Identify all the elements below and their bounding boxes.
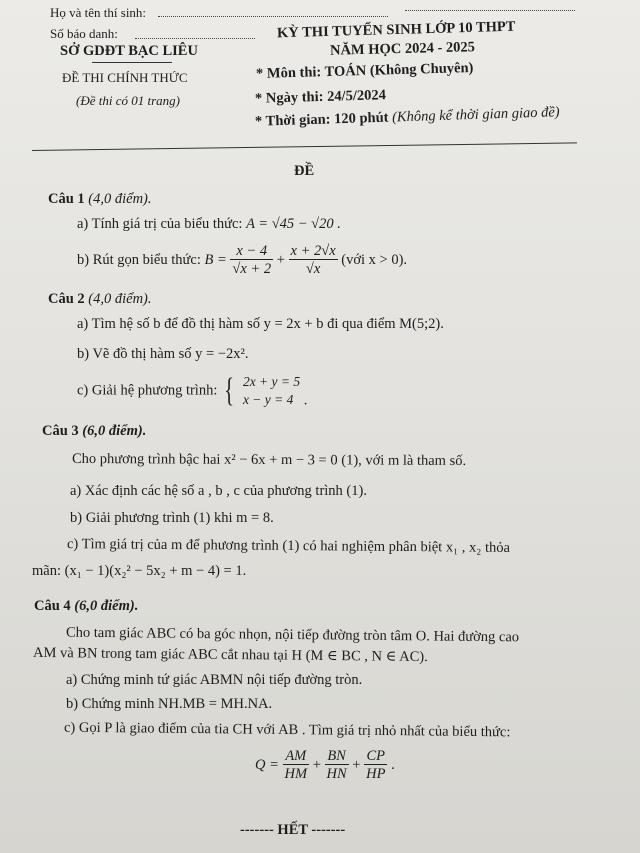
question-4-heading <box>34 598 138 615</box>
question-1b-fraction-1-numerator: x − 4 <box>230 243 273 260</box>
official-label: ĐỀ THI CHÍNH THỨC <box>62 70 188 85</box>
question-4-expression-end: . <box>391 756 395 773</box>
question-2a: a) Tìm hệ số b để đồ thị hàm số y = 2x + b đi qua điểm M(5;2). <box>77 316 444 332</box>
question-4-fraction-2-numerator: BN <box>325 748 349 765</box>
question-4-intro-line-2: AM và BN trong tam giác ABC cắt nhau tại H (M ∈ BC , N ∈ AC). <box>32 644 428 666</box>
header-divider <box>32 142 577 151</box>
question-4-expression-lhs: Q = <box>255 756 279 773</box>
question-3-heading <box>42 423 146 440</box>
question-4-fraction-2 <box>325 748 349 783</box>
system-equation-1: 2x + y = 5 <box>242 374 301 389</box>
candidate-id-label: Số báo danh: <box>50 26 118 41</box>
question-2c-text: c) Giải hệ phương trình: <box>77 382 218 399</box>
system-brace: { <box>224 372 235 409</box>
question-4-points: (6,0 điểm). <box>74 598 139 614</box>
question-1b-fraction-1 <box>230 243 273 278</box>
question-4-plus-2: + <box>352 756 361 773</box>
question-1b-text: b) Rút gọn biểu thức: <box>77 251 201 268</box>
question-1b-fraction-2-denominator: √x <box>305 261 321 277</box>
question-2b: b) Vẽ đồ thị hàm số y = −2x². <box>77 346 249 362</box>
question-3-label: Câu 3 <box>42 423 79 439</box>
question-3c-line-1: c) Tìm giá trị của m để phương trình (1) có hai nghiệm phân biệt x₁ , x₂ thỏa <box>66 536 511 556</box>
question-4-fraction-3-denominator: HP <box>366 766 386 782</box>
question-3-intro: Cho phương trình bậc hai x² − 6x + m − 3 = 0 (1), với m là tham số. <box>71 450 467 470</box>
exam-title: KỲ THI TUYỂN SINH LỚP 10 THPT <box>276 18 516 42</box>
header-right-line <box>405 10 575 11</box>
question-1b-condition: (với x > 0). <box>341 251 408 268</box>
question-4-fraction-1-denominator: HM <box>284 766 308 782</box>
question-1a <box>77 216 341 233</box>
time-line <box>255 104 560 131</box>
candidate-name-line <box>158 16 388 17</box>
question-2-label: Câu 2 <box>48 291 85 307</box>
school-year: NĂM HỌC 2024 - 2025 <box>329 39 476 59</box>
question-2c <box>77 373 307 409</box>
question-3b: b) Giải phương trình (1) khi m = 8. <box>70 510 274 526</box>
candidate-name-label: Họ và tên thí sinh: <box>50 5 147 20</box>
question-1a-expression: A = √45 − √20 . <box>246 216 341 232</box>
question-1b-plus: + <box>276 251 285 268</box>
question-1-points: (4,0 điểm). <box>88 191 152 207</box>
subject-line: * Môn thi: TOÁN (Không Chuyên) <box>255 59 474 83</box>
page-title: ĐỀ <box>294 163 315 179</box>
question-4-fraction-1 <box>283 748 310 783</box>
question-4-fraction-1-numerator: AM <box>283 748 310 765</box>
question-2-points: (4,0 điểm). <box>88 291 152 307</box>
question-1b-fraction-2-numerator: x + 2√x <box>290 243 336 259</box>
question-4-intro-line-1: Cho tam giác ABC có ba góc nhọn, nội tiếp đường tròn tâm O. Hai đường cao <box>65 624 520 646</box>
question-2c-end: . <box>303 392 308 409</box>
date-line: * Ngày thi: 24/5/2024 <box>254 87 387 107</box>
question-4-label: Câu 4 <box>34 598 71 614</box>
question-4-plus-1: + <box>312 756 321 773</box>
question-4-fraction-3 <box>364 748 387 783</box>
time-text: * Thời gian: 120 phút <box>254 109 389 130</box>
time-note: (Không kể thời gian giao đề) <box>391 104 560 126</box>
question-3a: a) Xác định các hệ số a , b , c của phương trình (1). <box>70 483 367 499</box>
question-1b-lhs: B = <box>204 251 227 268</box>
equation-system <box>243 373 300 409</box>
question-1b <box>77 243 407 278</box>
question-3c-line-2: mãn: (x₁ − 1)(x₂² − 5x₂ + m − 4) = 1. <box>32 563 247 579</box>
question-1a-text: a) Tính giá trị của biểu thức: <box>77 216 243 232</box>
candidate-id-line <box>135 38 255 39</box>
page-count-note: (Đề thi có 01 trang) <box>76 93 180 108</box>
question-2-heading <box>48 291 152 308</box>
question-1b-fraction-2 <box>289 243 338 278</box>
department-underline <box>92 62 172 63</box>
question-4a: a) Chứng minh tứ giác ABMN nội tiếp đường tròn. <box>66 672 363 688</box>
end-marker: ------- HẾT ------- <box>240 822 346 838</box>
question-4b: b) Chứng minh NH.MB = MH.NA. <box>66 696 273 712</box>
question-3-points: (6,0 điểm). <box>82 423 147 439</box>
question-1-label: Câu 1 <box>48 191 85 207</box>
question-1b-fraction-1-denominator: √x + 2 <box>232 261 272 277</box>
department-name: SỞ GDĐT BẠC LIÊU <box>60 43 198 59</box>
question-4c: c) Gọi P là giao điểm của tia CH với AB . Tìm giá trị nhỏ nhất của biểu thức: <box>63 719 511 741</box>
system-equation-2: x − y = 4 <box>242 392 294 407</box>
question-4-fraction-2-denominator: HN <box>326 766 347 782</box>
question-1-heading <box>48 191 152 208</box>
question-4-expression <box>255 748 395 783</box>
question-4-fraction-3-numerator: CP <box>364 748 387 765</box>
